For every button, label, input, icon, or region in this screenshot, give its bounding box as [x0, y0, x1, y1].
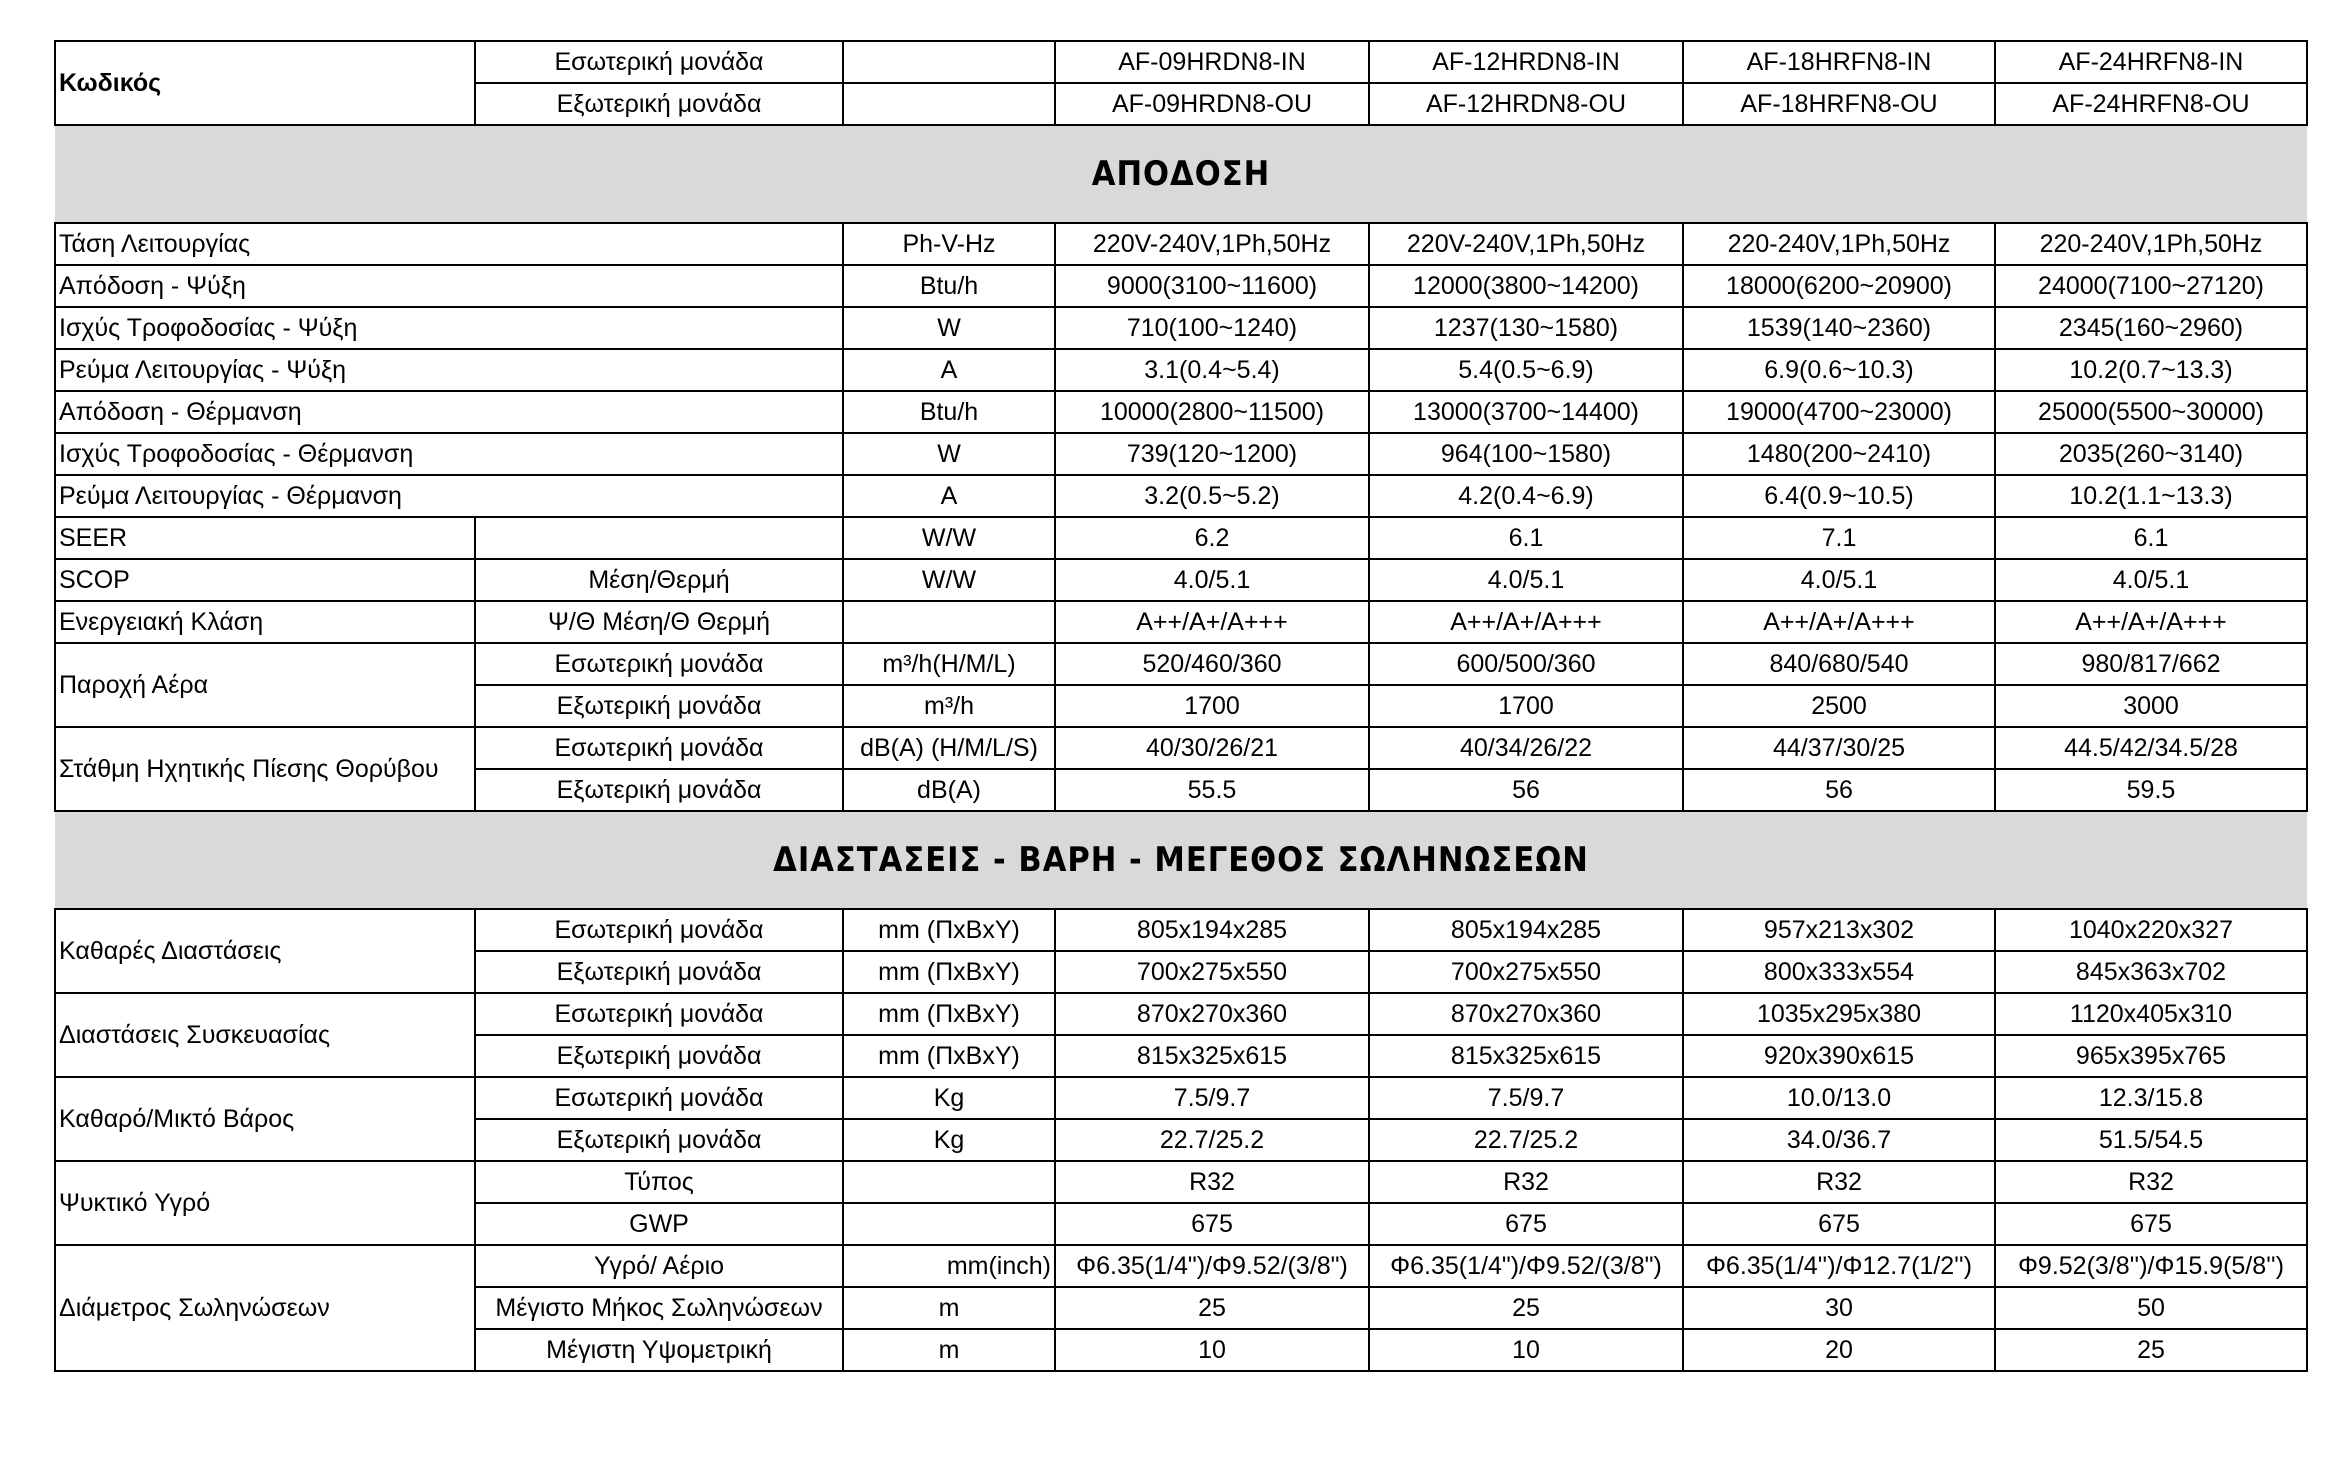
value-cell: A++/A+/A+++	[1995, 601, 2307, 643]
sub-label: Ψ/Θ Μέση/Θ Θερμή	[475, 601, 843, 643]
value-cell: 19000(4700~23000)	[1683, 391, 1995, 433]
unit-cell: m	[843, 1329, 1055, 1371]
row-label: Διαστάσεις Συσκευασίας	[55, 993, 475, 1077]
value-cell: 1700	[1369, 685, 1683, 727]
value-cell: 56	[1683, 769, 1995, 811]
row-label: Καθαρές Διαστάσεις	[55, 909, 475, 993]
value-cell: R32	[1995, 1161, 2307, 1203]
value-cell: 59.5	[1995, 769, 2307, 811]
row-label: Ρεύμα Λειτουργίας - Θέρμανση	[55, 475, 843, 517]
value-cell: 739(120~1200)	[1055, 433, 1369, 475]
value-cell: 700x275x550	[1055, 951, 1369, 993]
value-cell: 840/680/540	[1683, 643, 1995, 685]
section-row	[55, 125, 2307, 223]
row-label: Ενεργειακή Κλάση	[55, 601, 475, 643]
row-label: SEER	[55, 517, 475, 559]
row-label: Ισχύς Τροφοδοσίας - Θέρμανση	[55, 433, 843, 475]
value-cell: 6.9(0.6~10.3)	[1683, 349, 1995, 391]
value-cell: 12.3/15.8	[1995, 1077, 2307, 1119]
sub-label: Μέση/Θερμή	[475, 559, 843, 601]
unit-cell: A	[843, 349, 1055, 391]
value-cell: 6.1	[1369, 517, 1683, 559]
model-code: AF-12HRDN8-OU	[1369, 83, 1683, 125]
spec-row	[55, 307, 2307, 349]
unit-cell	[843, 83, 1055, 125]
value-cell: 25000(5500~30000)	[1995, 391, 2307, 433]
scop-row	[55, 559, 2307, 601]
value-cell: 1035x295x380	[1683, 993, 1995, 1035]
value-cell: 675	[1995, 1203, 2307, 1245]
value-cell: 4.0/5.1	[1369, 559, 1683, 601]
value-cell: 3.2(0.5~5.2)	[1055, 475, 1369, 517]
value-cell: R32	[1055, 1161, 1369, 1203]
value-cell: 6.4(0.9~10.5)	[1683, 475, 1995, 517]
value-cell: 965x395x765	[1995, 1035, 2307, 1077]
code-label: Κωδικός	[55, 41, 475, 125]
value-cell: 34.0/36.7	[1683, 1119, 1995, 1161]
value-cell: 3.1(0.4~5.4)	[1055, 349, 1369, 391]
value-cell: 220V-240V,1Ph,50Hz	[1055, 223, 1369, 265]
energy-class-row	[55, 601, 2307, 643]
row-label: Ρεύμα Λειτουργίας - Ψύξη	[55, 349, 843, 391]
sub-label: Εξωτερική μονάδα	[475, 1035, 843, 1077]
value-cell: 44.5/42/34.5/28	[1995, 727, 2307, 769]
unit-cell: Btu/h	[843, 265, 1055, 307]
sub-label: Τύπος	[475, 1161, 843, 1203]
refrigerant-type-row	[55, 1161, 2307, 1203]
value-cell: 2345(160~2960)	[1995, 307, 2307, 349]
noise-indoor-row	[55, 727, 2307, 769]
section-row	[55, 811, 2307, 909]
row-label: Απόδοση - Θέρμανση	[55, 391, 843, 433]
value-cell: 44/37/30/25	[1683, 727, 1995, 769]
value-cell: 1237(130~1580)	[1369, 307, 1683, 349]
value-cell: 13000(3700~14400)	[1369, 391, 1683, 433]
weight-indoor-row	[55, 1077, 2307, 1119]
value-cell: 55.5	[1055, 769, 1369, 811]
value-cell: 2035(260~3140)	[1995, 433, 2307, 475]
value-cell: 56	[1369, 769, 1683, 811]
value-cell: R32	[1369, 1161, 1683, 1203]
unit-cell	[843, 601, 1055, 643]
specifications-body	[55, 41, 2307, 1371]
unit-cell: mm (ΠxΒxΥ)	[843, 1035, 1055, 1077]
unit-cell: dB(A)	[843, 769, 1055, 811]
value-cell: R32	[1683, 1161, 1995, 1203]
value-cell: 220-240V,1Ph,50Hz	[1995, 223, 2307, 265]
value-cell: 25	[1995, 1329, 2307, 1371]
unit-cell: mm (ΠxΒxΥ)	[843, 909, 1055, 951]
sub-label: Εξωτερική μονάδα	[475, 951, 843, 993]
value-cell: 675	[1055, 1203, 1369, 1245]
unit-cell: W/W	[843, 559, 1055, 601]
value-cell: 220-240V,1Ph,50Hz	[1683, 223, 1995, 265]
value-cell: 50	[1995, 1287, 2307, 1329]
sub-label: Υγρό/ Αέριο	[475, 1245, 843, 1287]
sub-label: Μέγιστο Μήκος Σωληνώσεων	[475, 1287, 843, 1329]
section-heading-performance: ΑΠΟΔΟΣΗ	[55, 125, 2307, 223]
unit-cell: Ph-V-Hz	[843, 223, 1055, 265]
row-label: Απόδοση - Ψύξη	[55, 265, 843, 307]
value-cell: 1539(140~2360)	[1683, 307, 1995, 349]
sub-label	[475, 517, 843, 559]
value-cell: A++/A+/A+++	[1369, 601, 1683, 643]
value-cell: 7.5/9.7	[1369, 1077, 1683, 1119]
row-label: Ισχύς Τροφοδοσίας - Ψύξη	[55, 307, 843, 349]
unit-cell: W/W	[843, 517, 1055, 559]
model-code: AF-24HRFN8-OU	[1995, 83, 2307, 125]
unit-cell: mm (ΠxΒxΥ)	[843, 951, 1055, 993]
spec-row	[55, 433, 2307, 475]
value-cell: 10.2(1.1~13.3)	[1995, 475, 2307, 517]
section-heading-dimensions: ΔΙΑΣΤΑΣΕΙΣ - ΒΑΡΗ - ΜΕΓΕΘΟΣ ΣΩΛΗΝΩΣΕΩΝ	[55, 811, 2307, 909]
spec-row	[55, 475, 2307, 517]
value-cell: 6.1	[1995, 517, 2307, 559]
piping-diameter-row	[55, 1245, 2307, 1287]
spec-row	[55, 391, 2307, 433]
specifications-table	[54, 40, 2308, 1372]
sub-label: GWP	[475, 1203, 843, 1245]
value-cell: 10000(2800~11500)	[1055, 391, 1369, 433]
sub-label: Εξωτερική μονάδα	[475, 769, 843, 811]
value-cell: 815x325x615	[1369, 1035, 1683, 1077]
value-cell: 805x194x285	[1369, 909, 1683, 951]
value-cell: 20	[1683, 1329, 1995, 1371]
spec-row	[55, 349, 2307, 391]
value-cell: 815x325x615	[1055, 1035, 1369, 1077]
unit-cell: mm(inch)	[843, 1245, 1055, 1287]
value-cell: 9000(3100~11600)	[1055, 265, 1369, 307]
value-cell: 22.7/25.2	[1055, 1119, 1369, 1161]
unit-cell: m	[843, 1287, 1055, 1329]
value-cell: 18000(6200~20900)	[1683, 265, 1995, 307]
value-cell: 40/30/26/21	[1055, 727, 1369, 769]
value-cell: 10.0/13.0	[1683, 1077, 1995, 1119]
value-cell: 5.4(0.5~6.9)	[1369, 349, 1683, 391]
row-label: Διάμετρος Σωληνώσεων	[55, 1245, 475, 1371]
value-cell: 1120x405x310	[1995, 993, 2307, 1035]
value-cell: 805x194x285	[1055, 909, 1369, 951]
model-code: AF-18HRFN8-OU	[1683, 83, 1995, 125]
unit-cell: mm (ΠxΒxΥ)	[843, 993, 1055, 1035]
model-code: AF-09HRDN8-OU	[1055, 83, 1369, 125]
value-cell: 4.0/5.1	[1683, 559, 1995, 601]
unit-cell	[843, 41, 1055, 83]
unit-cell: m³/h	[843, 685, 1055, 727]
value-cell: 1480(200~2410)	[1683, 433, 1995, 475]
value-cell: 675	[1369, 1203, 1683, 1245]
value-cell: 4.2(0.4~6.9)	[1369, 475, 1683, 517]
value-cell: 25	[1055, 1287, 1369, 1329]
sub-label: Εξωτερική μονάδα	[475, 1119, 843, 1161]
value-cell: Φ6.35(1/4")/Φ9.52/(3/8")	[1369, 1245, 1683, 1287]
value-cell: 700x275x550	[1369, 951, 1683, 993]
unit-cell: A	[843, 475, 1055, 517]
value-cell: A++/A+/A+++	[1055, 601, 1369, 643]
outdoor-unit-label: Εξωτερική μονάδα	[475, 83, 843, 125]
value-cell: 957x213x302	[1683, 909, 1995, 951]
sub-label: Εξωτερική μονάδα	[475, 685, 843, 727]
value-cell: 520/460/360	[1055, 643, 1369, 685]
model-code: AF-12HRDN8-IN	[1369, 41, 1683, 83]
value-cell: 3000	[1995, 685, 2307, 727]
unit-cell: dB(A) (H/M/L/S)	[843, 727, 1055, 769]
unit-cell: Btu/h	[843, 391, 1055, 433]
model-indoor-row	[55, 41, 2307, 83]
value-cell: 4.0/5.1	[1995, 559, 2307, 601]
value-cell: 6.2	[1055, 517, 1369, 559]
sub-label: Εσωτερική μονάδα	[475, 727, 843, 769]
model-code: AF-09HRDN8-IN	[1055, 41, 1369, 83]
unit-cell: W	[843, 307, 1055, 349]
spec-row	[55, 265, 2307, 307]
value-cell: 2500	[1683, 685, 1995, 727]
indoor-unit-label: Εσωτερική μονάδα	[475, 41, 843, 83]
value-cell: 24000(7100~27120)	[1995, 265, 2307, 307]
value-cell: 800x333x554	[1683, 951, 1995, 993]
value-cell: 920x390x615	[1683, 1035, 1995, 1077]
value-cell: 4.0/5.1	[1055, 559, 1369, 601]
unit-cell: m³/h(H/M/L)	[843, 643, 1055, 685]
row-label: SCOP	[55, 559, 475, 601]
value-cell: 980/817/662	[1995, 643, 2307, 685]
sub-label: Εσωτερική μονάδα	[475, 1077, 843, 1119]
seer-row	[55, 517, 2307, 559]
value-cell: 710(100~1240)	[1055, 307, 1369, 349]
unit-cell: Kg	[843, 1077, 1055, 1119]
model-code: AF-24HRFN8-IN	[1995, 41, 2307, 83]
package-dimensions-indoor-row	[55, 993, 2307, 1035]
value-cell: Φ9.52(3/8'')/Φ15.9(5/8'')	[1995, 1245, 2307, 1287]
row-label: Καθαρό/Μικτό Βάρος	[55, 1077, 475, 1161]
row-label: Ψυκτικό Υγρό	[55, 1161, 475, 1245]
value-cell: 964(100~1580)	[1369, 433, 1683, 475]
value-cell: 10	[1369, 1329, 1683, 1371]
value-cell: 7.1	[1683, 517, 1995, 559]
value-cell: A++/A+/A+++	[1683, 601, 1995, 643]
sub-label: Εσωτερική μονάδα	[475, 643, 843, 685]
value-cell: 7.5/9.7	[1055, 1077, 1369, 1119]
value-cell: 40/34/26/22	[1369, 727, 1683, 769]
row-label: Στάθμη Ηχητικής Πίεσης Θορύβου	[55, 727, 475, 811]
sub-label: Εσωτερική μονάδα	[475, 993, 843, 1035]
unit-cell	[843, 1161, 1055, 1203]
model-code: AF-18HRFN8-IN	[1683, 41, 1995, 83]
value-cell: 1040x220x327	[1995, 909, 2307, 951]
value-cell: Φ6.35(1/4")/Φ9.52/(3/8")	[1055, 1245, 1369, 1287]
value-cell: 10.2(0.7~13.3)	[1995, 349, 2307, 391]
value-cell: Φ6.35(1/4'')/Φ12.7(1/2'')	[1683, 1245, 1995, 1287]
value-cell: 845x363x702	[1995, 951, 2307, 993]
airflow-indoor-row	[55, 643, 2307, 685]
value-cell: 220V-240V,1Ph,50Hz	[1369, 223, 1683, 265]
spec-row	[55, 223, 2307, 265]
sub-label: Εσωτερική μονάδα	[475, 909, 843, 951]
value-cell: 12000(3800~14200)	[1369, 265, 1683, 307]
sub-label: Μέγιστη Υψομετρική	[475, 1329, 843, 1371]
value-cell: 51.5/54.5	[1995, 1119, 2307, 1161]
net-dimensions-indoor-row	[55, 909, 2307, 951]
value-cell: 675	[1683, 1203, 1995, 1245]
value-cell: 600/500/360	[1369, 643, 1683, 685]
value-cell: 25	[1369, 1287, 1683, 1329]
unit-cell: Kg	[843, 1119, 1055, 1161]
value-cell: 870x270x360	[1369, 993, 1683, 1035]
row-label: Τάση Λειτουργίας	[55, 223, 843, 265]
value-cell: 10	[1055, 1329, 1369, 1371]
value-cell: 870x270x360	[1055, 993, 1369, 1035]
value-cell: 22.7/25.2	[1369, 1119, 1683, 1161]
value-cell: 30	[1683, 1287, 1995, 1329]
row-label: Παροχή Αέρα	[55, 643, 475, 727]
value-cell: 1700	[1055, 685, 1369, 727]
unit-cell	[843, 1203, 1055, 1245]
unit-cell: W	[843, 433, 1055, 475]
